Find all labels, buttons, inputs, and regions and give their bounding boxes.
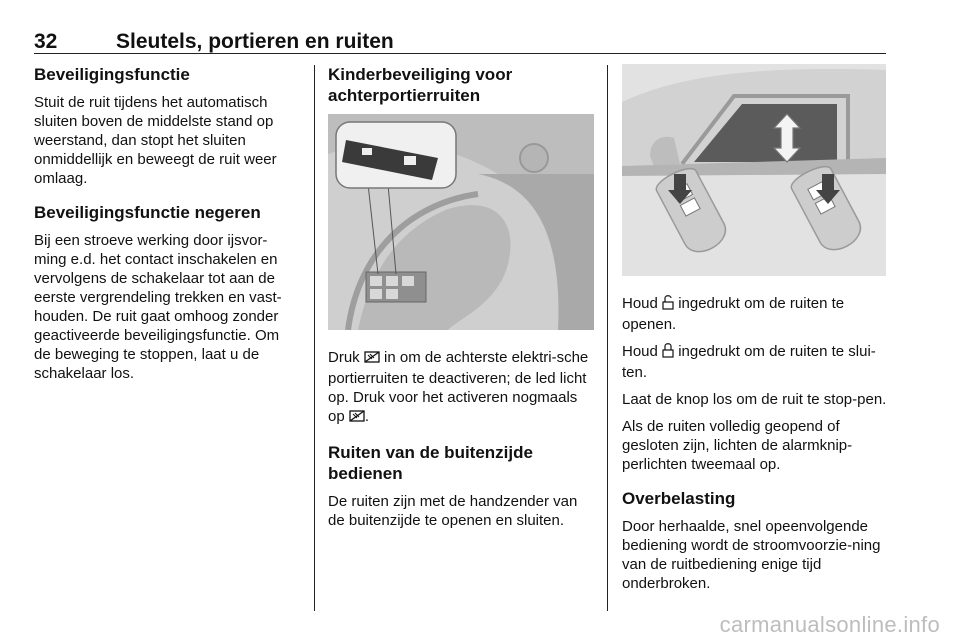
paragraph-overbelasting: Door herhaalde, snel opeenvolgende bediening wordt de stroomvoorzie-ning van de ruitbediening enige tijd onderbroken. — [622, 518, 881, 592]
paragraph-negeren: Bij een stroeve werking door ijsvor-ming e.d. het contact inschakelen en vervolgens de schakelaar tot aan de eerste vergrendeling trekken en vast-houden. De ruit gaat omhoog zonder geactiveerde beveiligingsfunctie. Om de beweging te stoppen, laat u de schakelaar los. — [34, 232, 282, 382]
watermark: carmanualsonline.info — [719, 612, 940, 637]
page-title: Sleutels, portieren en ruiten — [116, 30, 394, 53]
paragraph-openen: Houd ingedrukt om de ruiten te openen. — [622, 295, 845, 333]
child-lock-window-icon — [349, 409, 365, 428]
paragraph-stoppen: Laat de knop los om de ruit te stop-pen. — [622, 391, 887, 408]
unlock-padlock-icon — [662, 294, 674, 315]
paragraph-alarmknipperlichten: Als de ruiten volledig geopend of gesloten zijn, lichten de alarmknip-perlichten tweemaal op. — [622, 418, 853, 473]
section-heading-negeren: Beveiligingsfunctie negeren — [34, 203, 261, 222]
column-divider-2 — [607, 65, 608, 611]
paragraph-buitenzijde: De ruiten zijn met de handzender van de buitenzijde te openen en sluiten. — [328, 493, 578, 529]
section-heading-kinderbeveiliging: Kinderbeveiliging voor achterportierruiten — [328, 65, 513, 105]
paragraph-beveiligingsfunctie: Stuit de ruit tijdens het automatisch sluiten boven de middelste stand op weerstand, dan stopt het sluiten onmiddellijk en beweegt de ruit weer omlaag. — [34, 94, 277, 187]
column-right — [622, 64, 888, 593]
section-heading-beveiligingsfunctie: Beveiligingsfunctie — [34, 65, 190, 84]
column-divider-1 — [314, 65, 315, 611]
lock-padlock-icon — [662, 342, 674, 363]
column-middle — [328, 64, 594, 530]
header-divider — [34, 53, 886, 54]
remote-window-illustration — [622, 64, 886, 276]
page-number: 32 — [34, 30, 58, 53]
door-switch-illustration — [328, 114, 594, 330]
section-heading-buitenzijde: Ruiten van de buitenzijde bedienen — [328, 443, 533, 483]
paragraph-sluiten: Houd ingedrukt om de ruiten te slui-ten. — [622, 343, 876, 381]
child-lock-window-icon — [364, 350, 380, 369]
section-heading-overbelasting: Overbelasting — [622, 489, 736, 508]
page-header — [34, 30, 886, 52]
column-left — [34, 64, 298, 383]
paragraph-kinderbeveiliging: Druk in om de achterste elektri-sche portierruiten te deactiveren; de led licht op. Druk voor het activeren nogmaals op . — [328, 348, 594, 428]
